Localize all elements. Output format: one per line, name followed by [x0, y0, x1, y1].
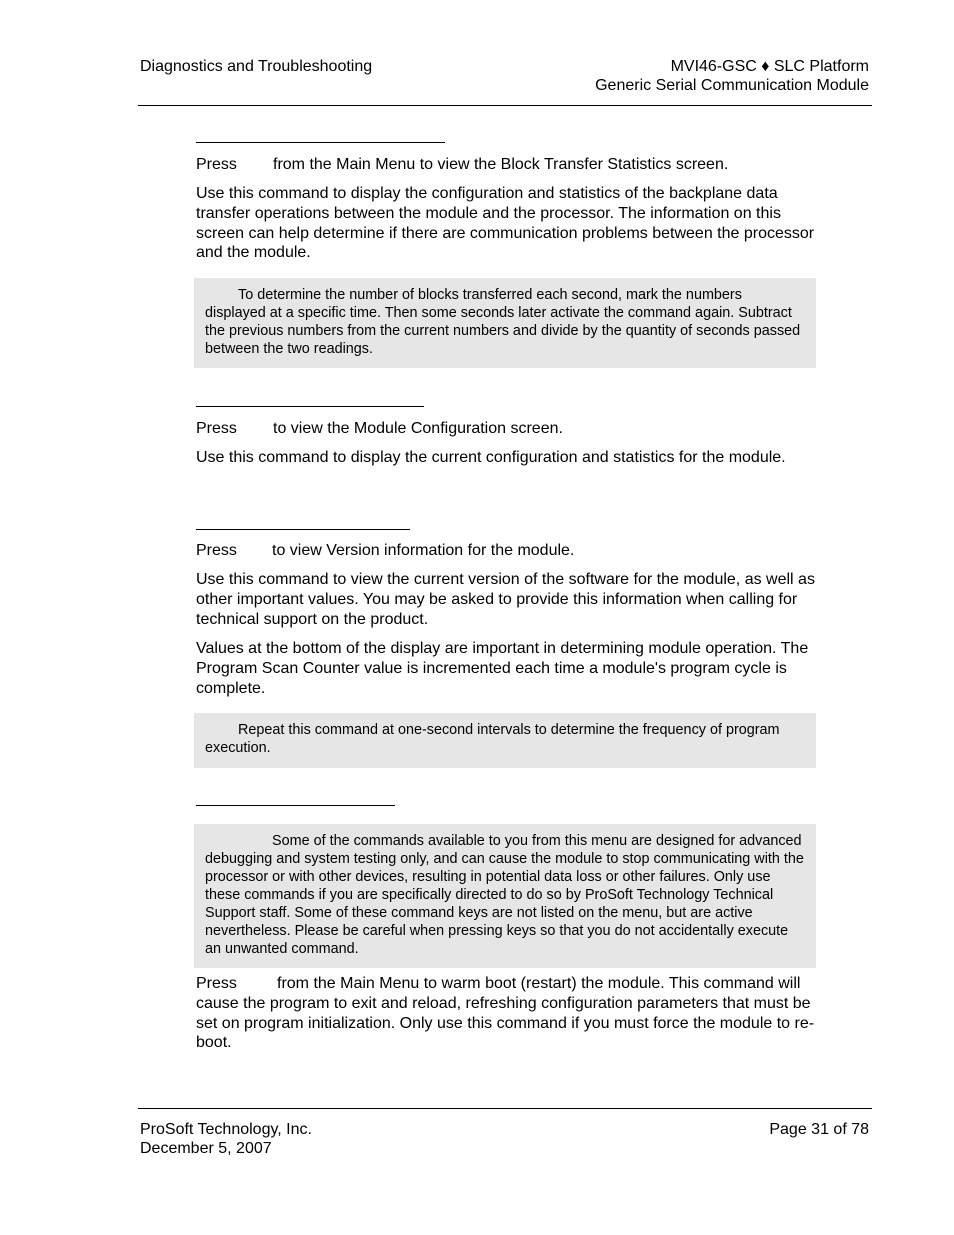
block-transfer-tip	[194, 278, 816, 368]
heading-rule-block-transfer	[196, 142, 445, 143]
version-tip-text: Repeat this command at one-second intervals to determine the frequency of program execution.	[205, 722, 780, 756]
press-label: Press	[196, 542, 237, 559]
version-instruction	[196, 541, 816, 561]
press-label: Press	[196, 975, 237, 992]
version-body-1: Use this command to view the current version of the software for the module, as well as other important values. You may be asked to provide this information when calling for technical support on the product.	[196, 571, 815, 628]
footer-page-number: Page 31 of 78	[769, 1121, 869, 1138]
heading-rule-warm-boot	[196, 805, 395, 806]
header-divider	[138, 105, 872, 106]
block-transfer-instruction-text: from the Main Menu to view the Block Transfer Statistics screen.	[273, 156, 729, 173]
version-body-2: Values at the bottom of the display are important in determining module operation. The Program Scan Counter value is incremented each time a module's program cycle is complete.	[196, 640, 809, 697]
version-instruction-text: to view Version information for the module.	[272, 542, 575, 559]
block-transfer-instruction	[196, 155, 816, 175]
header-section-title: Diagnostics and Troubleshooting	[140, 58, 373, 75]
header-product-line1: MVI46-GSC ♦ SLC Platform	[670, 58, 869, 75]
footer-date: December 5, 2007	[140, 1140, 272, 1157]
header-product-title	[595, 57, 869, 95]
block-transfer-tip-text: To determine the number of blocks transferred each second, mark the numbers displayed at a specific time. Then some seconds later activate the command again. Subtract the previous numbers from the current numbers and divide by the quantity of seconds passed between the two readings.	[205, 287, 801, 357]
warm-boot-instruction	[196, 974, 816, 1053]
warm-boot-warning	[194, 824, 816, 968]
module-config-instruction	[196, 419, 816, 439]
block-transfer-body: Use this command to display the configuration and statistics of the backplane data transfer operations between the module and the processor. The information on this screen can help determine if there are communication problems between the processor and the module.	[196, 185, 815, 262]
warm-boot-warning-text: Some of the commands available to you from this menu are designed for advanced debugging and system testing only, and can cause the module to stop communicating with the processor or with other devices, resulting in potential data loss or other failures. Only use these commands if you are specifically directed to do so by ProSoft Technology Technical Support staff. Some of these command keys are not listed on the menu, but are active nevertheless. Please be careful when pressing keys so that you do not accidentally execute an unwanted command.	[205, 833, 804, 957]
module-config-body: Use this command to display the current configuration and statistics for the module.	[196, 449, 786, 466]
footer-left	[140, 1120, 312, 1158]
footer-company: ProSoft Technology, Inc.	[140, 1121, 312, 1138]
press-label: Press	[196, 420, 237, 437]
footer-divider	[138, 1108, 872, 1109]
module-config-instruction-text: to view the Module Configuration screen.	[273, 420, 563, 437]
warm-boot-instruction-text: from the Main Menu to warm boot (restart) the module. This command will cause the program to exit and reload, refreshing configuration parameters that must be set on program initialization. Only use this command if you must force the module to re-boot.	[196, 975, 815, 1052]
press-label: Press	[196, 156, 237, 173]
heading-rule-version	[196, 529, 410, 530]
version-tip	[194, 713, 816, 768]
header-product-line2: Generic Serial Communication Module	[595, 77, 869, 94]
heading-rule-module-config	[196, 406, 424, 407]
